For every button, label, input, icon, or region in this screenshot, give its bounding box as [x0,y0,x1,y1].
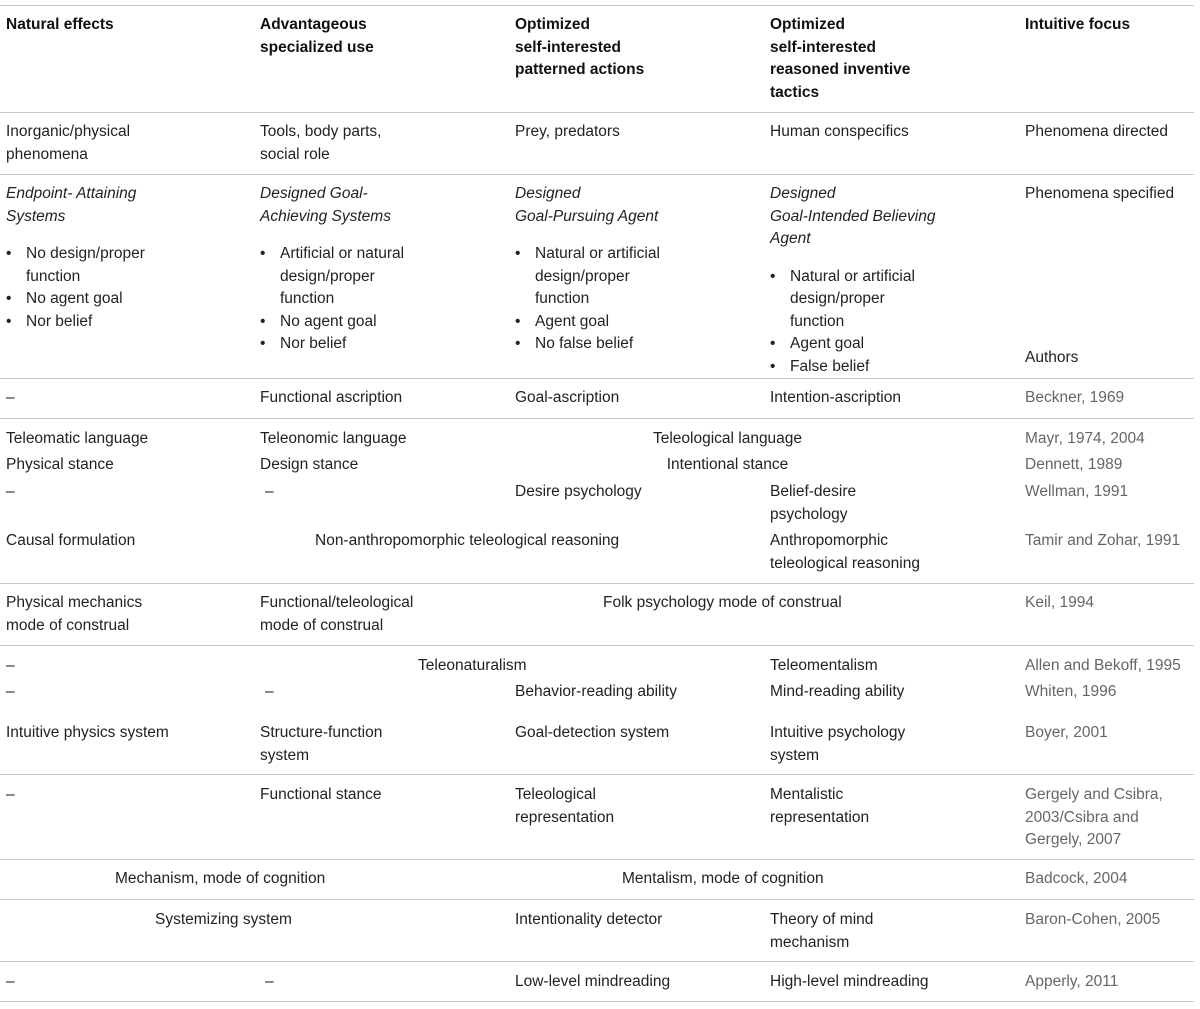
table-cell: Teleomatic language [6,430,149,447]
table-cell: Structure-function system [260,724,383,764]
table-cell: Non-anthropomorphic teleological reasoning [315,532,620,549]
table-cell: – [6,786,15,803]
header-cell: Optimized self-interested reasoned inventive tactics [770,16,911,101]
author-cell: Beckner, 1969 [1025,389,1125,406]
rule [0,645,1194,646]
table-cell: Functional ascription [260,389,403,406]
table-cell: Intuitive physics system [6,724,169,741]
table-cell: Causal formulation [6,532,136,549]
table-cell: Mind-reading ability [770,683,905,700]
table-cell: Endpoint- Attaining Systems • No design/proper function • No agent goal • Nor belief [6,183,145,333]
table-cell: Belief-desire psychology [770,483,857,523]
table-cell: Functional stance [260,786,382,803]
author-cell: Boyer, 2001 [1025,724,1108,741]
author-cell: Whiten, 1996 [1025,683,1117,700]
table-cell: Systemizing system [155,911,292,928]
table-cell: Theory of mind mechanism [770,911,874,951]
author-cell: Apperly, 2011 [1025,973,1119,990]
table-cell: Inorganic/physical phenomena [6,123,131,163]
list-item: • No design/proper function [6,243,145,288]
author-cell: Badcock, 2004 [1025,870,1128,887]
rule [0,418,1194,419]
table-cell: High-level mindreading [770,973,929,990]
table-cell: – [6,973,15,990]
table-cell: Anthropomorphic teleological reasoning [770,532,920,572]
table-cell: Designed Goal- Achieving Systems • Artificial or natural design/proper function • No agent goal • Nor belief [260,183,404,356]
table-cell: Mentalistic representation [770,786,870,826]
list-item: • No false belief [515,333,660,356]
header-cell: Natural effects [6,16,114,33]
table-cell: Phenomena specified [1025,185,1175,202]
header-cell: Optimized self-interested patterned actions [515,16,645,78]
list-item: • Artificial or natural design/proper function [260,243,404,311]
header-cell: Advantageous specialized use [260,16,374,56]
author-cell: Allen and Bekoff, 1995 [1025,657,1181,674]
table-cell: – [6,683,15,700]
list-item: • Agent goal [515,311,660,334]
rule [0,583,1194,584]
table-cell: Teleological language [652,430,803,447]
table-cell: Intentional stance [666,456,789,473]
author-cell: Baron-Cohen, 2005 [1025,911,1161,928]
list-item: • Nor belief [6,311,145,334]
table-cell: Designed Goal-Intended Believing Agent • Natural or artificial design/proper function • Agent goal • False belief [770,183,935,378]
table-cell: Teleomentalism [770,657,878,674]
author-cell: Tamir and Zohar, 1991 [1025,532,1181,549]
table-cell: – [265,683,274,700]
header-cell: Intuitive focus [1025,16,1131,33]
list-item: • Natural or artificial design/proper function [770,266,935,334]
rule [0,774,1194,775]
author-cell: Dennett, 1989 [1025,456,1123,473]
table-cell: – [265,483,274,500]
list-item: • Natural or artificial design/proper function [515,243,660,311]
table-cell: Mechanism, mode of cognition [115,870,326,887]
table-cell: Desire psychology [515,483,642,500]
table-cell: Designed Goal-Pursuing Agent • Natural or artificial design/proper function • Agent goal • No false belief [515,183,660,356]
author-cell: Mayr, 1974, 2004 [1025,430,1145,447]
authors-label: Authors [1025,349,1079,366]
table-cell: Phenomena directed [1025,123,1169,140]
rule [0,5,1194,6]
list-item: • False belief [770,356,935,379]
table-cell: Folk psychology mode of construal [603,594,842,611]
rule [0,961,1194,962]
author-cell: Wellman, 1991 [1025,483,1129,500]
author-cell: Keil, 1994 [1025,594,1094,611]
table-cell: Goal-ascription [515,389,620,406]
rule [0,859,1194,860]
rule [0,1001,1194,1002]
table-cell: Intention-ascription [770,389,901,406]
rule [0,899,1194,900]
table-cell: – [265,973,274,990]
table-cell: Human conspecifics [770,123,909,140]
table-cell: Teleonomic language [260,430,407,447]
table-cell: Tools, body parts, social role [260,123,382,163]
table-cell: Prey, predators [515,123,620,140]
table-cell: Mentalism, mode of cognition [622,870,824,887]
table-cell: Intentionality detector [515,911,663,928]
table-cell: Physical stance [6,456,114,473]
table-cell: Teleonaturalism [418,657,527,674]
list-item: • No agent goal [260,311,404,334]
table-cell: Goal-detection system [515,724,670,741]
table-cell: Low-level mindreading [515,973,671,990]
table-cell: Physical mechanics mode of construal [6,594,143,634]
table-cell: Intuitive psychology system [770,724,906,764]
list-item: • Agent goal [770,333,935,356]
table-cell: Teleological representation [515,786,615,826]
table-cell: – [6,389,15,406]
table-cell: Functional/teleological mode of construal [260,594,414,634]
table-cell: Design stance [260,456,359,473]
rule [0,174,1194,175]
table-cell: – [6,657,15,674]
table-cell: – [6,483,15,500]
rule [0,112,1194,113]
author-cell: Gergely and Csibra, 2003/Csibra and Gergely, 2007 [1025,786,1163,848]
rule [0,378,1194,379]
list-item: • No agent goal [6,288,145,311]
table-cell: Behavior-reading ability [515,683,677,700]
list-item: • Nor belief [260,333,404,356]
